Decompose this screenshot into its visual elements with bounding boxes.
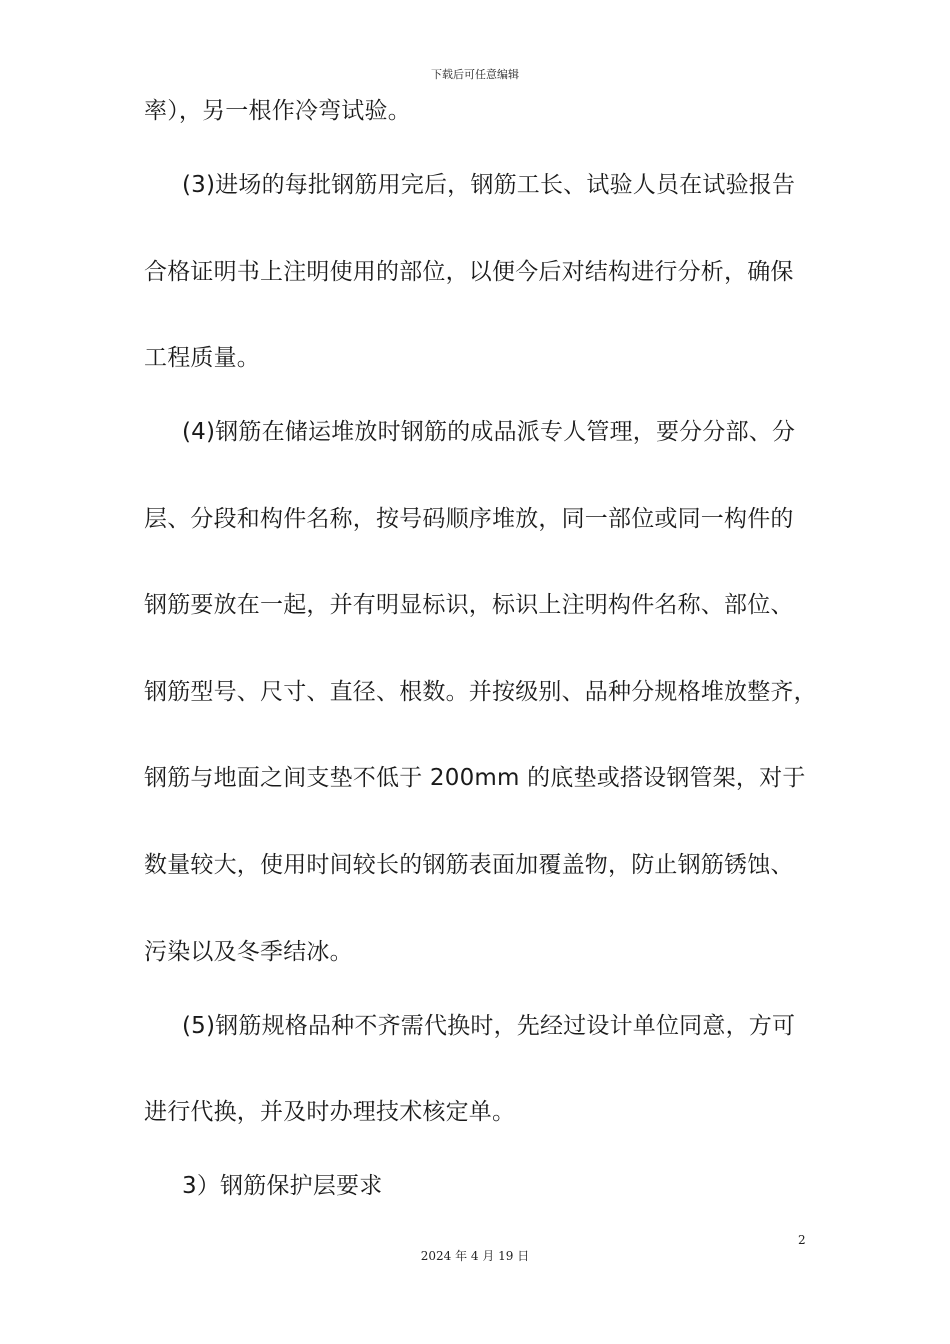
body-line: 率），另一根作冷弯试验。 — [144, 98, 411, 124]
page-header: 下载后可任意编辑 — [431, 68, 519, 81]
body-line: 钢筋要放在一起，并有明显标识，标识上注明构件名称、部位、 — [144, 592, 794, 618]
page-number: 2 — [798, 1233, 806, 1247]
body-line-paragraph-3: (3)进场的每批钢筋用完后，钢筋工长、试验人员在试验报告 — [182, 172, 796, 198]
body-line: 工程质量。 — [144, 345, 260, 371]
body-line: 数量较大，使用时间较长的钢筋表面加覆盖物，防止钢筋锈蚀、 — [144, 852, 794, 878]
body-line: 污染以及冬季结冰。 — [144, 939, 353, 965]
body-line: 钢筋型号、尺寸、直径、根数。并按级别、品种分规格堆放整齐， — [144, 679, 817, 705]
body-line: 合格证明书上注明使用的部位，以便今后对结构进行分析，确保 — [144, 259, 794, 285]
body-line: 进行代换，并及时办理技术核定单。 — [144, 1099, 516, 1125]
body-line-paragraph-5: (5)钢筋规格品种不齐需代换时，先经过设计单位同意，方可 — [182, 1013, 796, 1039]
section-heading: 3）钢筋保护层要求 — [182, 1173, 383, 1199]
page-footer-date: 2024 年 4 月 19 日 — [420, 1249, 530, 1263]
body-line: 钢筋与地面之间支垫不低于 200mm 的底垫或搭设钢管架，对于 — [144, 765, 806, 791]
body-line-paragraph-4: (4)钢筋在储运堆放时钢筋的成品派专人管理，要分分部、分 — [182, 419, 796, 445]
body-line: 层、分段和构件名称，按号码顺序堆放，同一部位或同一构件的 — [144, 506, 794, 532]
